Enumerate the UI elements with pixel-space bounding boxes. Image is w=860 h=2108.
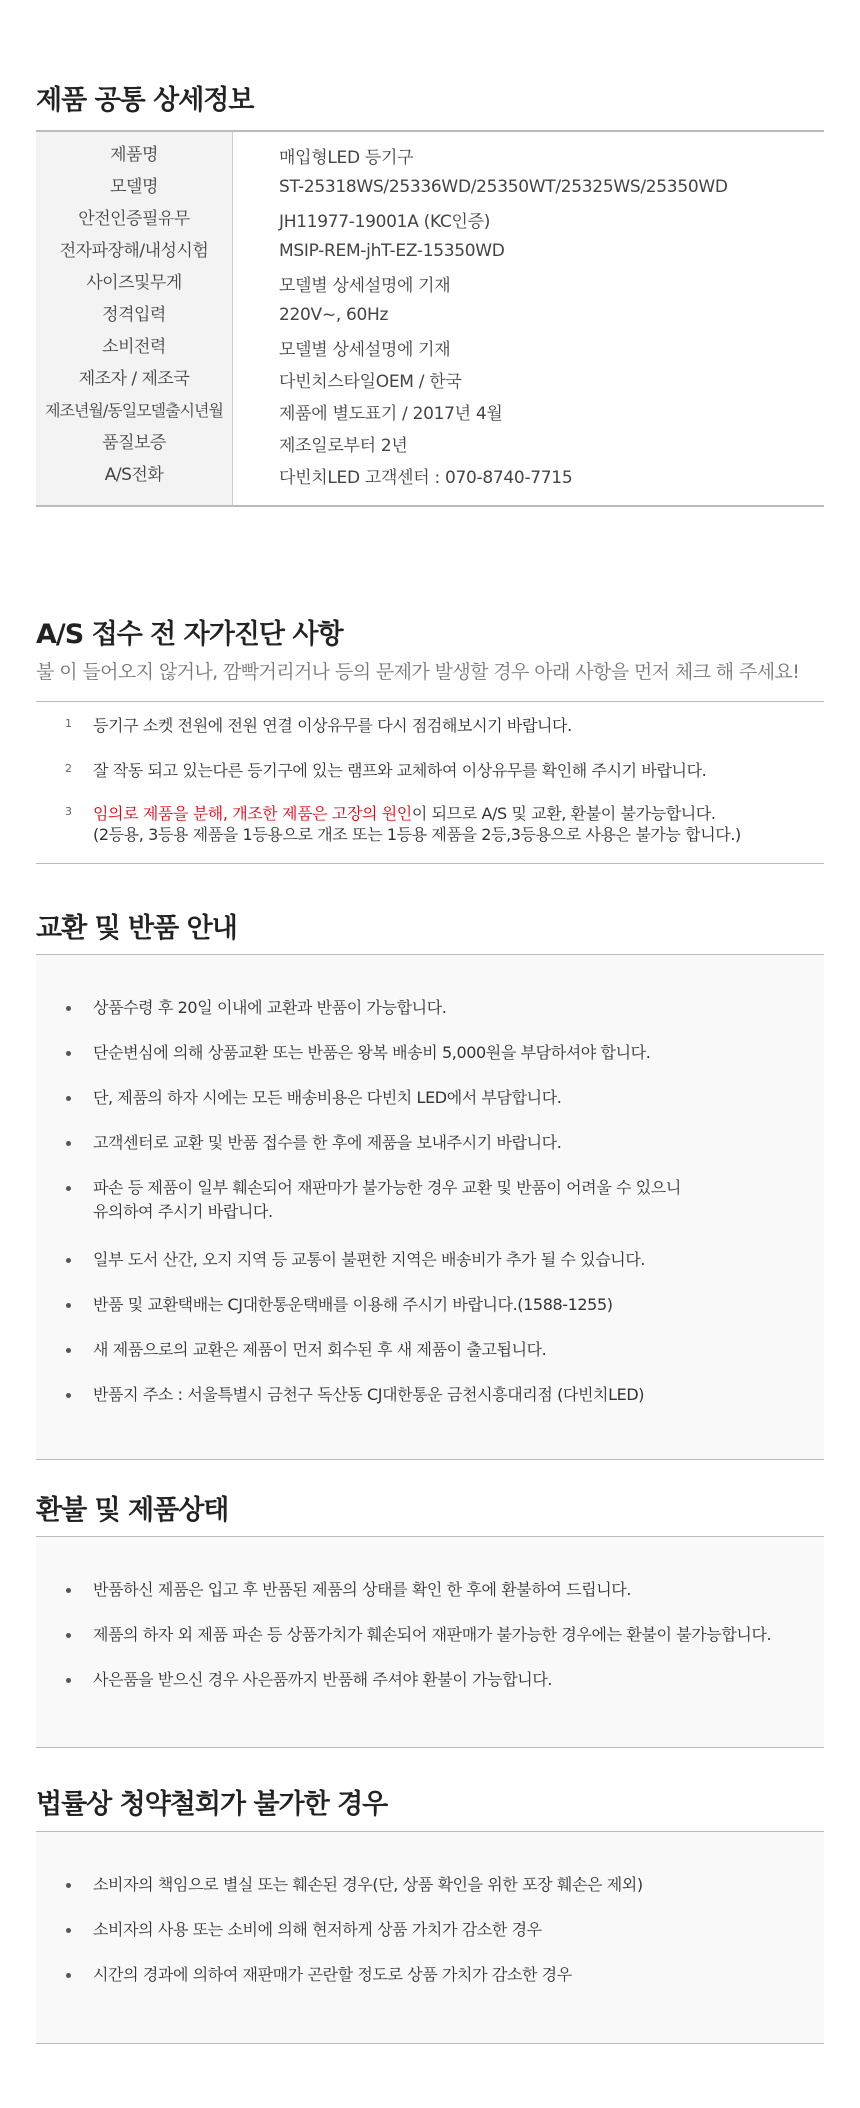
spec-label: 사이즈및무게 (36, 267, 233, 299)
diagnosis-subtitle: 불 이 들어오지 않거나, 깜빡거리거나 등의 문제가 발생할 경우 아래 사항을 먼저 체크 해 주세요! (36, 661, 800, 683)
exchange-title: 교환 및 반품 안내 (36, 913, 237, 944)
bullet-dot (66, 1006, 71, 1011)
spec-row (36, 363, 824, 395)
bullet-dot (66, 1258, 71, 1263)
bullet-dot (66, 1393, 71, 1398)
bullet-dot (66, 1883, 71, 1888)
bullet-dot (66, 1633, 71, 1638)
bullet-dot (66, 1186, 71, 1191)
item-text-line2: (2등용, 3등용 제품을 1등용으로 개조 또는 1등용 제품을 2등,3등용으로 사용은 불가능 합니다.) (93, 825, 741, 844)
spec-value: MSIP-REM-jhT-EZ-15350WD (279, 241, 505, 261)
bullet-dot (66, 1051, 71, 1056)
withdrawal-list: 소비자의 책임으로 별실 또는 훼손된 경우(단, 상품 확인을 위한 포장 훼손은 제외) 소비자의 사용 또는 소비에 의해 현저하게 상품 가치가 감소한 경우 시간의 경과에 의하여 재판매가 곤란할 정도로 상품 가치가 감소한 경우 (36, 1831, 824, 2044)
withdrawal-title: 법률상 청약철회가 불가한 경우 (36, 1789, 388, 1820)
item-text (93, 803, 716, 825)
item-number: 1 (65, 717, 72, 730)
bullet-dot (66, 1588, 71, 1593)
bullet-dot (66, 1303, 71, 1308)
spec-row (36, 459, 824, 491)
bullet-dot (66, 1141, 71, 1146)
item-number: 3 (65, 805, 72, 818)
spec-value: 다빈치스타일OEM / 한국 (279, 371, 462, 392)
spec-row (36, 139, 824, 171)
spec-label: 제조년월/동일모델출시년월 (36, 395, 233, 427)
spec-label: 제품명 (36, 139, 233, 171)
spec-title: 제품 공통 상세정보 (36, 85, 254, 116)
spec-value: JH11977-19001A (KC인증) (279, 211, 491, 232)
refund-title: 환불 및 제품상태 (36, 1495, 229, 1526)
spec-value: 모델별 상세설명에 기재 (279, 339, 451, 360)
spec-value: 모델별 상세설명에 기재 (279, 275, 451, 296)
diagnosis-title: A/S 접수 전 자가진단 사항 (36, 619, 343, 650)
bullet-dot (66, 1928, 71, 1933)
bullet-dot (66, 1678, 71, 1683)
spec-label: 제조자 / 제조국 (36, 363, 233, 395)
spec-row (36, 331, 824, 363)
spec-row (36, 299, 824, 331)
bullet-dot (66, 1973, 71, 1978)
item-text: 잘 작동 되고 있는다른 등기구에 있는 램프와 교체하여 이상유무를 확인해 주시기 바랍니다. (93, 761, 707, 780)
spec-value: 제조일로부터 2년 (279, 435, 408, 456)
spec-row (36, 427, 824, 459)
spec-value: 220V~, 60Hz (279, 305, 389, 325)
spec-label: 품질보증 (36, 427, 233, 459)
spec-value: 매입형LED 등기구 (279, 147, 414, 168)
diagnosis-list (36, 701, 824, 864)
spec-table (36, 130, 824, 507)
spec-label: 정격입력 (36, 299, 233, 331)
spec-row (36, 267, 824, 299)
spec-value: 제품에 별도표기 / 2017년 4월 (279, 403, 503, 424)
bullet-dot (66, 1096, 71, 1101)
warning-text: 임의로 제품을 분해, 개조한 제품은 고장의 원인 (93, 804, 412, 823)
spec-value: 다빈치LED 고객센터 : 070-8740-7715 (279, 467, 573, 488)
spec-label: 모델명 (36, 171, 233, 203)
spec-value: ST-25318WS/25336WD/25350WT/25325WS/25350WD (279, 177, 728, 197)
spec-row (36, 171, 824, 203)
spec-row (36, 203, 824, 235)
item-number: 2 (65, 762, 72, 775)
spec-row (36, 235, 824, 267)
refund-list: 반품하신 제품은 입고 후 반품된 제품의 상태를 확인 한 후에 환불하여 드립니다. 제품의 하자 외 제품 파손 등 상품가치가 훼손되어 재판매가 불가능한 경우에는 환불이 불가능합니다. 사은품을 받으신 경우 사은품까지 반품해 주셔야 환불이 가능합니다. (36, 1536, 824, 1748)
spec-label: 안전인증필유무 (36, 203, 233, 235)
spec-label: 전자파장해/내성시험 (36, 235, 233, 267)
spec-row (36, 395, 824, 427)
spec-label: A/S전화 (36, 459, 233, 491)
item-text: 등기구 소켓 전원에 전원 연결 이상유무를 다시 점검해보시기 바랍니다. (93, 716, 572, 735)
spec-label: 소비전력 (36, 331, 233, 363)
item-text-rest: 이 되므로 A/S 및 교환, 환불이 불가능합니다. (411, 804, 716, 823)
exchange-list: 상품수령 후 20일 이내에 교환과 반품이 가능합니다. 단순변심에 의해 상품교환 또는 반품은 왕복 배송비 5,000원을 부담하셔야 합니다. 단, 제품의 하자 시에는 모든 배송비용은 다빈치 LED에서 부담합니다. 고객센터로 교환 및 반품 접수를 한 후에 제품을 보내주시기 바랍니다. 파손 등 제품이 일부 훼손되어 재판마가 불가능한 경우 교환 및 반품이 어려울 수 있으니 유의하여 주시기 바랍니다. 일부 도서 산간, 오지 지역 등 교통이 불편한 지역은 배송비가 추가 될 수 있습니다. 반품 및 교환택배는 CJ대한통운택배를 이용해 주시기 바랍니다.(1588-1255) 새 제품으로의 교환은 제품이 먼저 회수된 후 새 제품이 출고됩니다. 반품지 주소 : 서울특별시 금천구 독산동 CJ대한통운 금천시흥대리점 (다빈치LED) (36, 954, 824, 1460)
bullet-dot (66, 1348, 71, 1353)
